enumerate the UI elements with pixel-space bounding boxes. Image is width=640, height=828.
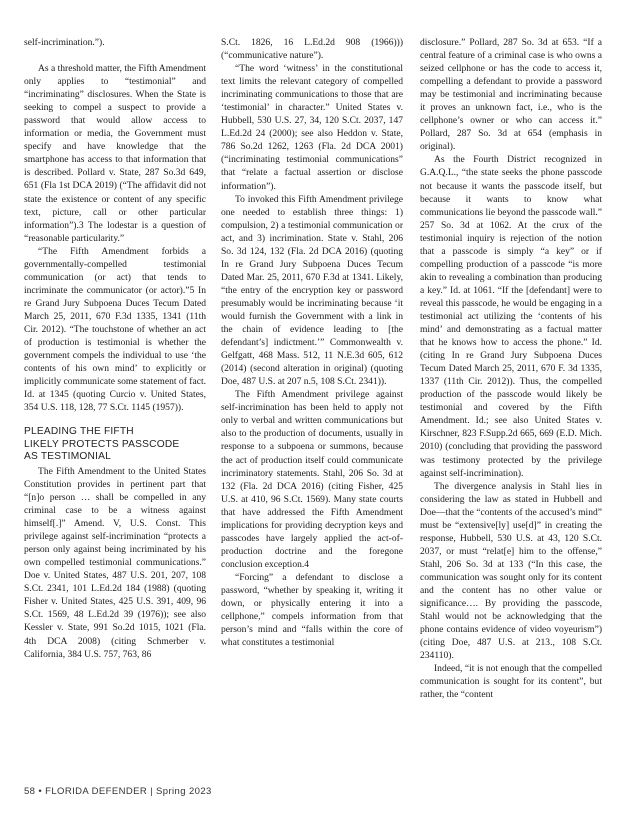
text-column-3 <box>420 36 602 701</box>
paragraph: The Fifth Amendment privilege against self-incrimination has been held to apply not only to verbal and written communications but also to the production of documents, usually in response to a subpoena or summons, because the act of production itself could communicate incriminatory statements. Stahl, 206 So. 3d at 132 (Fla. 2d DCA 2016) (citing Fisher, 425 U.S. at 410, 96 S.Ct. 1569). Many state courts that have addressed the Fifth Amendment implications for providing decryption keys and passcodes have largely applied the act-of-production doctrine and the foregone conclusion exception.4 <box>221 389 403 570</box>
paragraph: The Fifth Amendment to the United States Constitution provides in pertinent part that “[n]o person … shall be compelled in any criminal case to be a witness against himself[.]” Amend. V, U.S. Const. This privilege against self-incrimination “protects a person only against being incriminated by his own compelled testimonial communications.” Doe v. United States, 487 U.S. 201, 207, 108 S.Ct. 2341, 101 L.Ed.2d 184 (1988) (quoting Fisher v. United States, 425 U.S. 391, 409, 96 S.Ct. 1569, 48 L.Ed.2d 39 (1976)); see also Kessler v. State, 991 So.2d 1015, 1021 (Fla. 4th DCA 2008) (citing Schmerber v. California, 384 U.S. 757, 763, 86 <box>24 465 206 660</box>
text-column-2 <box>221 36 403 649</box>
section-heading <box>24 426 206 463</box>
paragraph: To invoked this Fifth Amendment privilege one needed to establish three things: 1) compulsion, 2) a testimonial communication or act, and 3) incrimination. State v. Stahl, 206 So. 3d 124, 132 (Fla. 2d DCA 2016) (quoting In re Grand Jury Subpoena Duces Tecum Dated Mar. 25, 2011, 670 F.3d at 1341. Likely, “the entry of the encryption key or password presumably would be incriminating because ‘it would furnish the Government with a link in the chain of evidence leading to [the defendant’s] indictment.’” Commonwealth v. Gelfgatt, 468 Mass. 512, 11 N.E.3d 605, 612 (2014) (second alteration in original) (quoting Doe, 487 U.S. at 207 n.5, 108 S.Ct. 2341)). <box>221 193 403 388</box>
paragraph: “The Fifth Amendment forbids a governmentally-compelled testimonial communication (or act) that tends to incriminate the communicator (or actor).”5 In re Grand Jury Subpoena Duces Tecum Dated March 25, 2011, 670 F.3d 1335, 1341 (11th Cir. 2012). “The touchstone of whether an act of production is testimonial is whether the government compels the individual to use ‘the contents of his own mind’ to explicitly or implicitly communicate some statement of fact. Id. at 1345 (quoting Curcio v. United States, 354 U.S. 118, 128, 77 S.Ct. 1145 (1957)). <box>24 245 206 414</box>
paragraph: “Forcing” a defendant to disclose a password, “whether by speaking it, writing it down, or physically entering it into a cellphone,” compels information from that person’s mind and “falls within the core of what constitutes a testimonial <box>221 571 403 649</box>
section-heading-line: AS TESTIMONIAL <box>24 450 111 462</box>
section-heading-line: PLEADING THE FIFTH <box>24 426 134 438</box>
paragraph: S.Ct. 1826, 16 L.Ed.2d 908 (1966))) (“communicative nature”). <box>221 37 403 62</box>
paragraph: As the Fourth District recognized in G.A.Q.L., “the state seeks the phone passcode not because it wants the passcode itself, but because it wants to know what communications lie beyond the passcode wall.” 257 So. 3d at 1062. At the crux of the testimonial inquiry is rejection of the notion that a passcode is simply “a key” or if compelling production of a passcode “is more akin to revealing a combination than producing a key.” Id. at 1061. “If the [defendant] were to reveal this passcode, he would be engaging in a testimonial act utilizing the ‘contents of his mind’ and demonstrating as a factual matter that he knows how to access the phone.” Id. (citing In re Grand Jury Subpoena Duces Tecum Dated March 25, 2011, 670 F. 3d 1335, 1337 (11th Cir. 2012)). Thus, the compelled production of the passcode would likely be testimonial and covered by the Fifth Amendment. Id.; see also United States v. Kirschner, 823 F.Supp.2d 665, 669 (E.D. Mich. 2010) (concluding that providing the password was testimony protected by the privilege against self-incrimination). <box>420 154 602 479</box>
text-column-1 <box>24 36 206 661</box>
paragraph: As a threshold matter, the Fifth Amendment only applies to “testimonial” and “incriminating” disclosures. When the State is seeking to compel a suspect to provide a password that would allow access to information or media, the Government must specify and have knowledge that the smartphone has access to that information that is described. Pollard v. State, 287 So.3d 649, 651 (Fla 1st DCA 2019) (“The affidavit did not state the existence or content of any specific text, picture, call or other particular information”).3 The lodestar is a question of “reasonable particularity.” <box>24 63 206 244</box>
section-heading-line: LIKELY PROTECTS PASSCODE <box>24 438 180 450</box>
paragraph: Indeed, “it is not enough that the compelled communication is sought for its content”, but rather, the “content <box>420 663 602 701</box>
paragraph: The divergence analysis in Stahl lies in considering the law as stated in Hubbell and Doe—that the “contents of the accused’s mind” must be “extensive[ly] use[d]” in creating the response, Hubbell, 530 U.S. at 43, 120 S.Ct. 2037, or must “relat[e] him to the offense,” Stahl, 206 So. 3d at 133 (“In this case, the communication was sought only for its content and the content has no other value or significance…. By providing the passcode, Stahl would not be acknowledging that the phone contains evidence of video voyeurism”) (citing Doe, 487 U.S. at 213., 108 S.Ct. 234110). <box>420 480 602 662</box>
page-footer: 58 • FLORIDA DEFENDER | Spring 2023 <box>24 786 212 797</box>
paragraph: disclosure.” Pollard, 287 So. 3d at 653. “If a central feature of a criminal case is who owns a seized cellphone or has the code to access it, compelling a defendant to provide a password may be testimonial and incriminating because it proves an unknown fact, i.e., who is the cellphone’s owner or who can access it.” Pollard, 287 So. 3d at 654 (emphasis in original). <box>420 37 602 153</box>
paragraph: self-incrimination.”). <box>24 37 105 48</box>
paragraph: “The word ‘witness’ in the constitutional text limits the relevant category of compelled incriminating communications to those that are ‘testimonial’ in character.” United States v. Hubbell, 530 U.S. 27, 34, 120 S.Ct. 2037, 147 L.Ed.2d 24 (2000); see also Heddon v. State, 786 So.2d 1262, 1263 (Fla. 2d DCA 2001) (“incriminating testimonial communications” that “relate a factual assertion or disclose information”). <box>221 63 403 192</box>
